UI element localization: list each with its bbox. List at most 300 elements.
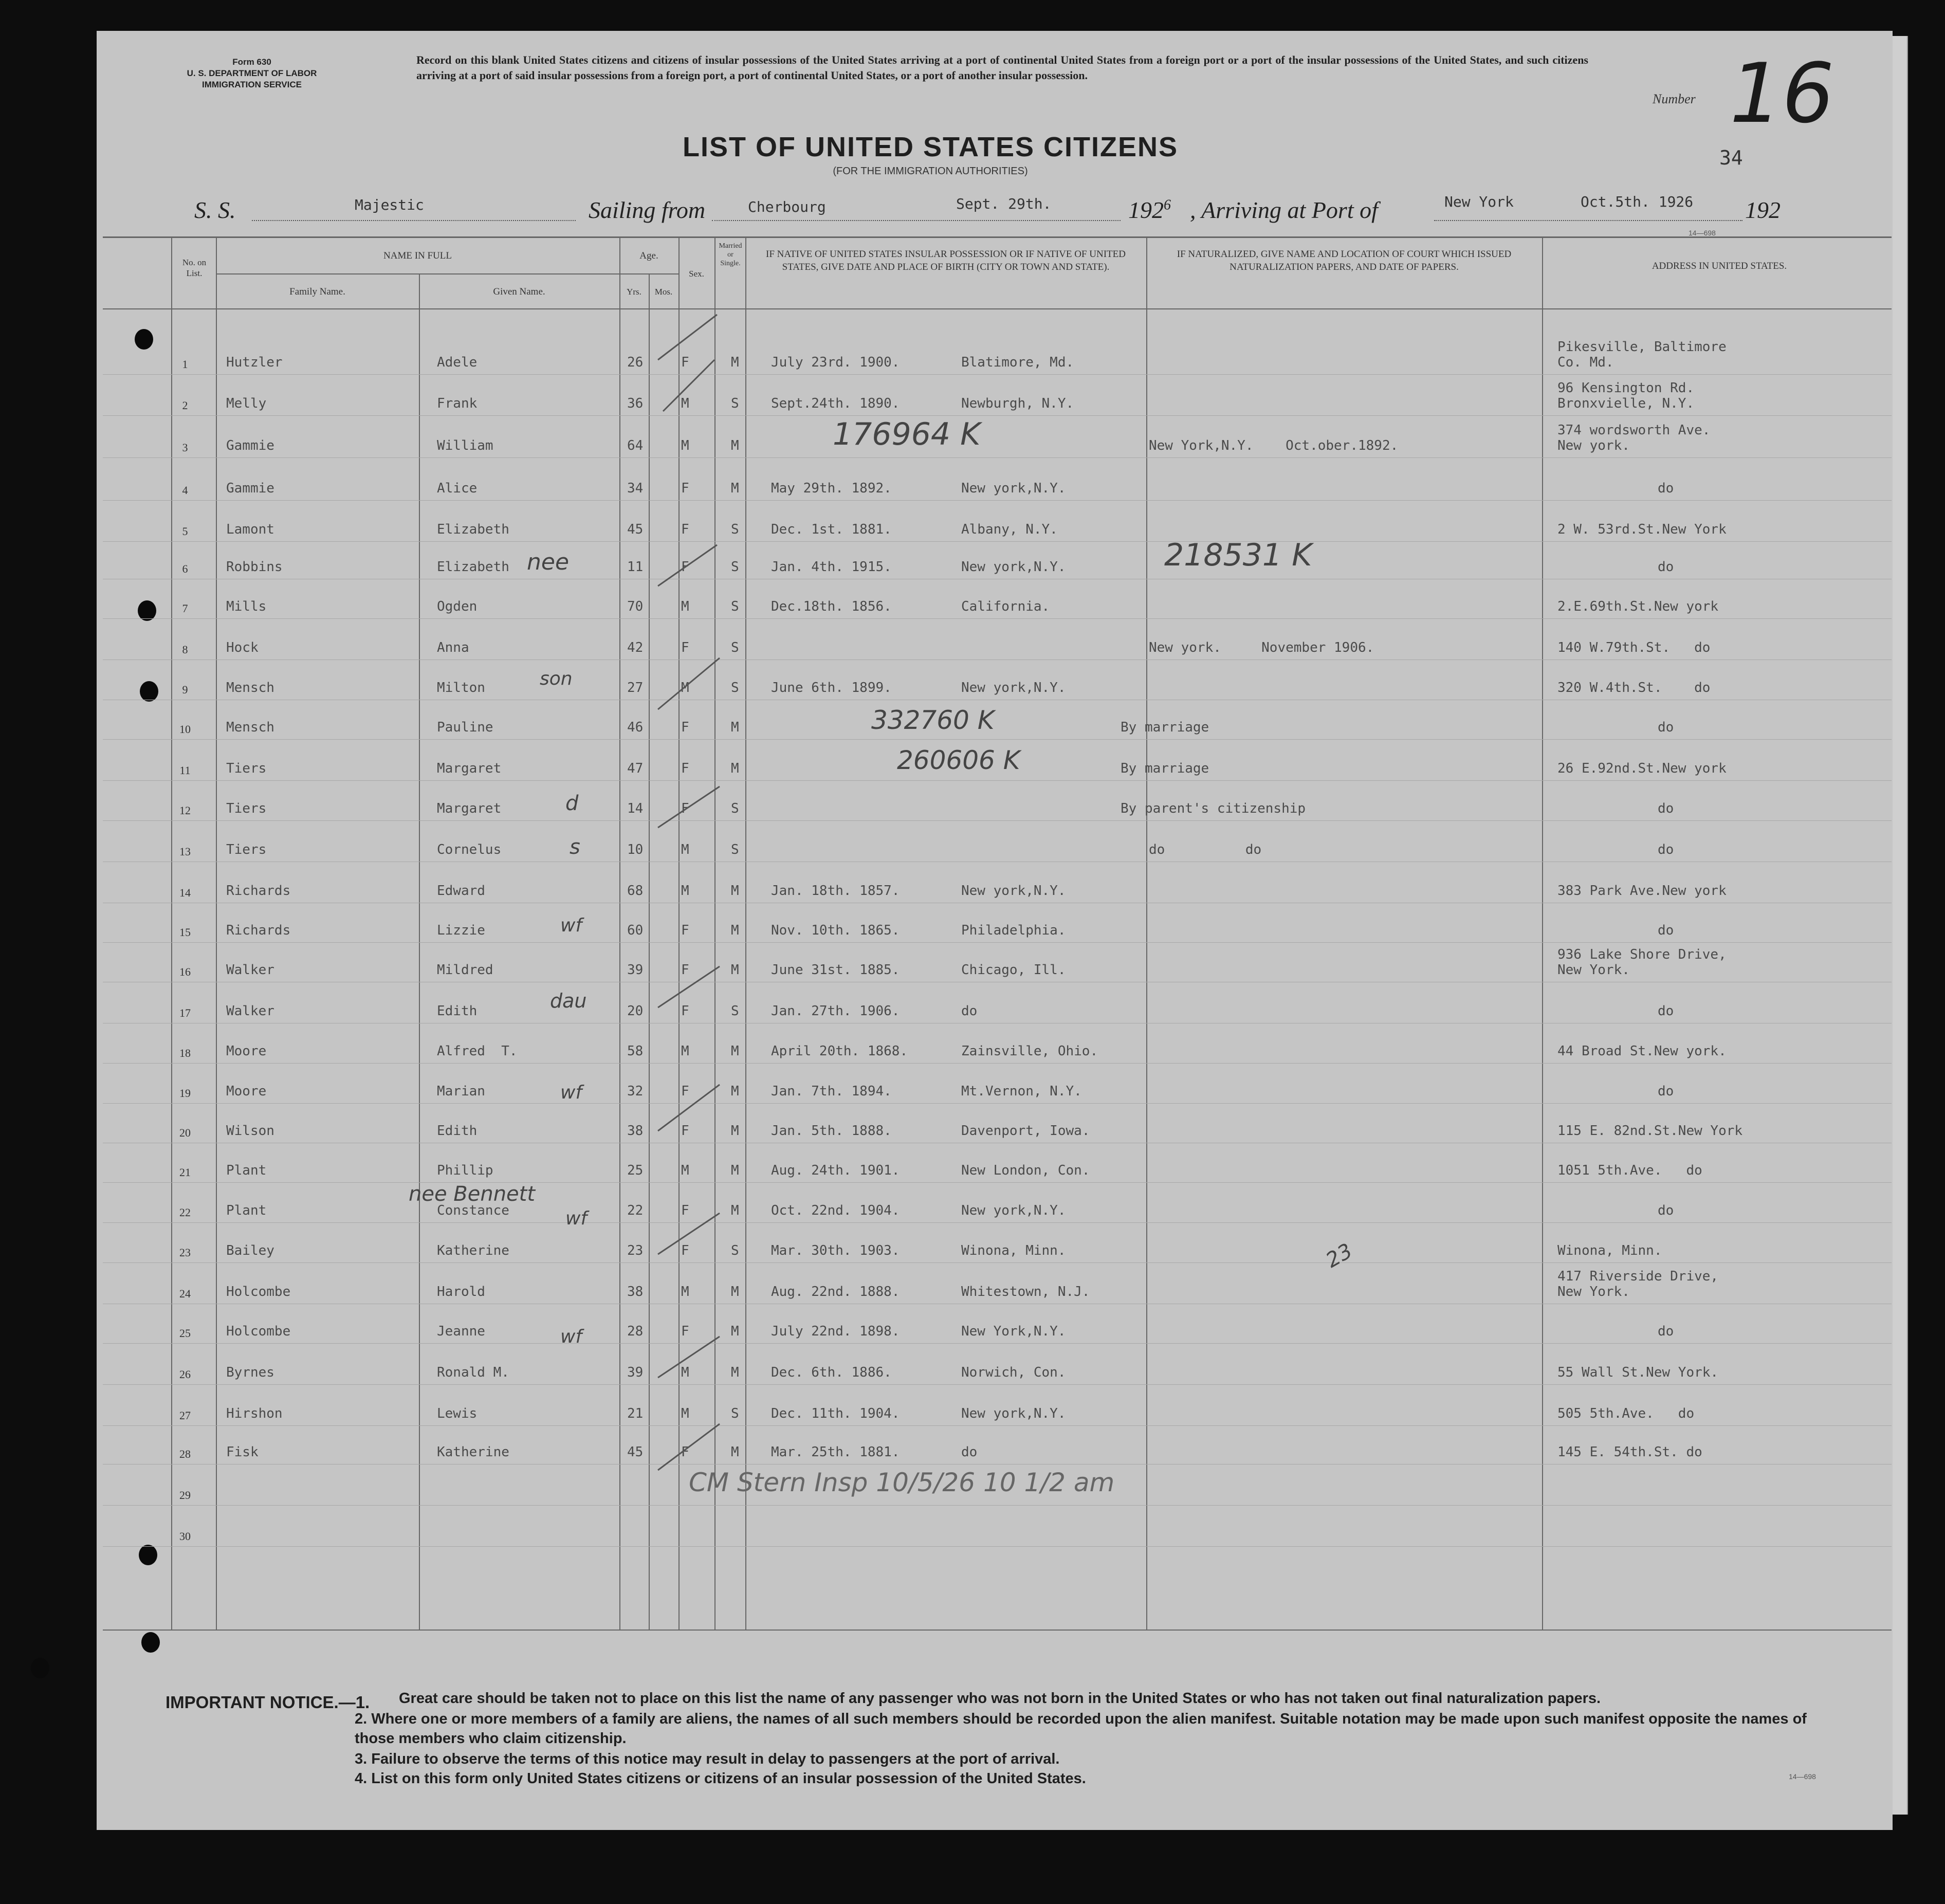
col-line: [216, 236, 217, 1631]
age: 39: [627, 962, 644, 978]
age: 64: [627, 438, 644, 453]
row-rule: [103, 374, 1892, 375]
handwritten-cert-number: 332760 K: [871, 705, 995, 735]
handwritten-note: wf: [560, 1082, 582, 1103]
family-name: Plant: [226, 1203, 267, 1218]
row-number: 16: [179, 965, 191, 978]
birth-place: New york,N.Y.: [961, 883, 1066, 899]
row-number: 10: [179, 723, 191, 736]
address-line-2: New York.: [1557, 1284, 1630, 1299]
handwritten-cert-number: 260606 K: [897, 745, 1020, 775]
family-name: Mensch: [226, 720, 274, 735]
age: 22: [627, 1203, 644, 1218]
marital-status: M: [731, 761, 739, 776]
row-number: 24: [179, 1287, 191, 1300]
naturalization: By marriage: [1121, 720, 1209, 735]
row-rule: [103, 739, 1892, 740]
row-rule: [103, 1103, 1892, 1104]
sex: F: [681, 1324, 689, 1339]
sex: F: [681, 1123, 689, 1139]
address-line-1: 2 W. 53rd.St.New York: [1557, 522, 1727, 537]
row-rule: [103, 1222, 1892, 1223]
row-number: 13: [179, 845, 191, 858]
department: U. S. DEPARTMENT OF LABOR: [187, 68, 317, 78]
record-instructions: Record on this blank United States citizens and citizens of insular possessions of the United States arriving at a port of continental United States from a foreign port or a port of the insular possessions of the United States, and such citizens arriving at a port of said insular possessions from a foreign port, a port of continental United States, or a port of another insular possession.: [416, 53, 1588, 82]
birth-place: Zainsville, Ohio.: [961, 1043, 1098, 1059]
sex: M: [681, 1284, 689, 1299]
given-name: Edith: [437, 1123, 478, 1139]
row-number: 4: [182, 484, 188, 497]
arriving-label: , Arriving at Port of: [1190, 197, 1378, 223]
given-name: Anna: [437, 640, 469, 655]
row-number: 2: [182, 399, 188, 412]
row-rule: [103, 415, 1892, 416]
row-number: 15: [179, 926, 191, 939]
birth-place: New york,N.Y.: [961, 680, 1066, 695]
address-line-1: 96 Kensington Rd.: [1557, 380, 1695, 396]
given-name: Katherine: [437, 1444, 509, 1460]
family-name: Robbins: [226, 559, 283, 575]
marital-status: S: [731, 1003, 739, 1019]
given-name: Elizabeth: [437, 522, 509, 537]
family-name: Wilson: [226, 1123, 274, 1139]
family-name: Gammie: [226, 438, 274, 453]
row-rule: [103, 1425, 1892, 1426]
inspector-signature-stamp: CM Stern Insp 10/5/26 10 1/2 am: [689, 1468, 1115, 1497]
birth-place: Newburgh, N.Y.: [961, 396, 1074, 411]
page-title: LIST OF UNITED STATES CITIZENS: [683, 132, 1178, 162]
arrival-dotline: [1434, 220, 1742, 221]
page-number: 34: [1719, 147, 1743, 169]
row-rule: [103, 500, 1892, 501]
birth-date: Jan. 5th. 1888.: [771, 1123, 892, 1139]
row-rule: [103, 618, 1892, 619]
sex: F: [681, 481, 689, 496]
birth-date: Oct. 22nd. 1904.: [771, 1203, 900, 1218]
birth-date: Nov. 10th. 1865.: [771, 923, 900, 938]
address-line-1: do: [1658, 1324, 1674, 1339]
given-name: Phillip: [437, 1163, 493, 1178]
handwritten-note: nee: [527, 549, 570, 575]
address-line-1: do: [1658, 1084, 1674, 1099]
family-name: Gammie: [226, 481, 274, 496]
marital-status: M: [731, 1203, 739, 1218]
birth-date: Aug. 22nd. 1888.: [771, 1284, 900, 1299]
birth-place: Blatimore, Md.: [961, 355, 1074, 370]
birth-date: Jan. 18th. 1857.: [771, 883, 900, 899]
sex: M: [681, 396, 689, 411]
address-line-1: 115 E. 82nd.St.New York: [1557, 1123, 1743, 1139]
address-line-1: do: [1658, 842, 1674, 857]
header-sex: Sex.: [689, 269, 704, 279]
address-line-1: 140 W.79th.St. do: [1557, 640, 1711, 655]
sex: F: [681, 355, 689, 370]
given-name: Katherine: [437, 1243, 509, 1258]
marital-status: S: [731, 680, 739, 695]
given-name: Pauline: [437, 720, 493, 735]
birth-date: Jan. 27th. 1906.: [771, 1003, 900, 1019]
row-number: 30: [179, 1530, 191, 1543]
list-number: 16: [1730, 45, 1834, 141]
age: 11: [627, 559, 644, 575]
sex: F: [681, 1203, 689, 1218]
age: 70: [627, 599, 644, 614]
sex: F: [681, 761, 689, 776]
birth-place: Davenport, Iowa.: [961, 1123, 1090, 1139]
marital-status: M: [731, 1284, 739, 1299]
header-yrs: Yrs.: [627, 287, 641, 297]
given-name: Margaret: [437, 761, 502, 776]
family-name: Holcombe: [226, 1284, 291, 1299]
marital-status: M: [731, 962, 739, 978]
row-number: 6: [182, 562, 188, 575]
given-name: Constance: [437, 1203, 509, 1218]
marital-status: M: [731, 1043, 739, 1059]
given-name: Lizzie: [437, 923, 485, 938]
col-line: [678, 236, 680, 1631]
address-line-1: do: [1658, 801, 1674, 816]
sex: F: [681, 640, 689, 655]
col-line: [649, 273, 650, 1631]
birth-place: Norwich, Con.: [961, 1365, 1066, 1380]
address-line-1: 2.E.69th.St.New york: [1557, 599, 1719, 614]
given-name: Mildred: [437, 962, 493, 978]
col-line: [171, 236, 172, 1631]
given-name: Alice: [437, 481, 478, 496]
sex: F: [681, 1444, 689, 1460]
age: 21: [627, 1406, 644, 1421]
row-rule: [103, 942, 1892, 943]
sailing-port: Cherbourg: [748, 198, 826, 215]
handwritten-note: d: [565, 792, 579, 815]
header-name-in-full: NAME IN FULL: [383, 250, 452, 261]
naturalization: By marriage: [1121, 761, 1209, 776]
age: 46: [627, 720, 644, 735]
birth-place: New york,N.Y.: [961, 481, 1066, 496]
age: 42: [627, 640, 644, 655]
birth-date: Mar. 25th. 1881.: [771, 1444, 900, 1460]
address-line-1: do: [1658, 1003, 1674, 1019]
sex: F: [681, 1084, 689, 1099]
sex: F: [681, 801, 689, 816]
address-line-1: 383 Park Ave.New york: [1557, 883, 1727, 899]
sex: M: [681, 842, 689, 857]
address-line-1: do: [1658, 481, 1674, 496]
age: 28: [627, 1324, 644, 1339]
family-name: Walker: [226, 962, 274, 978]
sailing-dotline: [712, 220, 1121, 221]
family-name: Richards: [226, 883, 291, 899]
marital-status: M: [731, 1444, 739, 1460]
age: 20: [627, 1003, 644, 1019]
given-name: Edith: [437, 1003, 478, 1019]
row-number: 21: [179, 1166, 191, 1179]
header-mos: Mos.: [654, 287, 673, 297]
header-native: IF NATIVE OF UNITED STATES INSULAR POSSESSION OR IF NATIVE OF UNITED STATES, GIVE DATE AND PLACE OF BIRTH (CITY OR TOWN AND STATE).: [766, 249, 1126, 272]
address-line-2: New york.: [1557, 438, 1630, 453]
marital-status: M: [731, 923, 739, 938]
notice-heading: IMPORTANT NOTICE.—1.: [166, 1693, 370, 1712]
col-line: [1146, 236, 1147, 1631]
birth-place: Mt.Vernon, N.Y.: [961, 1084, 1082, 1099]
family-name: Mensch: [226, 680, 274, 695]
address-line-2: New York.: [1557, 962, 1630, 978]
marital-status: S: [731, 599, 739, 614]
marital-status: M: [731, 720, 739, 735]
birth-place: New york,N.Y.: [961, 1406, 1066, 1421]
family-name: Plant: [226, 1163, 267, 1178]
print-code: 14—698: [1689, 229, 1716, 237]
row-number: 12: [179, 804, 191, 817]
row-number: 22: [179, 1206, 191, 1219]
col-line: [419, 273, 420, 1631]
row-number: 19: [179, 1087, 191, 1100]
family-name: Byrnes: [226, 1365, 274, 1380]
row-rule: [103, 1546, 1892, 1547]
header-married: Married or Single.: [719, 242, 742, 267]
marital-status: S: [731, 640, 739, 655]
naturalization: By parent's citizenship: [1121, 801, 1306, 816]
family-name: Lamont: [226, 522, 274, 537]
row-rule: [103, 541, 1892, 542]
header-naturalized: IF NATURALIZED, GIVE NAME AND LOCATION OF COURT WHICH ISSUED NATURALIZATION PAPERS, AND DATE OF PAPERS.: [1177, 249, 1512, 272]
given-name: Harold: [437, 1284, 485, 1299]
family-name: Hutzler: [226, 355, 283, 370]
handwritten-note: 23: [1322, 1239, 1356, 1273]
birth-date: May 29th. 1892.: [771, 481, 892, 496]
sex: M: [681, 680, 689, 695]
sex: M: [681, 1365, 689, 1380]
birth-date: Mar. 30th. 1903.: [771, 1243, 900, 1258]
marital-status: M: [731, 883, 739, 899]
page-subtitle: (FOR THE IMMIGRATION AUTHORITIES): [833, 166, 1028, 177]
address-line-1: 417 Riverside Drive,: [1557, 1269, 1719, 1284]
sex: F: [681, 522, 689, 537]
form-identifier: [149, 57, 355, 90]
family-name: Moore: [226, 1043, 267, 1059]
year-1-suffix: 6: [1164, 197, 1171, 213]
marital-status: M: [731, 355, 739, 370]
family-name: Bailey: [226, 1243, 274, 1258]
address-line-2: Co. Md.: [1557, 355, 1614, 370]
age: 27: [627, 680, 644, 695]
birth-place: Whitestown, N.J.: [961, 1284, 1090, 1299]
row-number: 7: [182, 602, 188, 615]
service: IMMIGRATION SERVICE: [202, 80, 302, 89]
age: 10: [627, 842, 644, 857]
birth-date: Dec. 6th. 1886.: [771, 1365, 892, 1380]
header-bottom-line: [103, 308, 1892, 309]
col-line: [745, 236, 746, 1631]
marital-status: M: [731, 1324, 739, 1339]
sex: M: [681, 599, 689, 614]
row-number: 17: [179, 1006, 191, 1019]
name-subheader-line: [216, 273, 678, 274]
marital-status: S: [731, 396, 739, 411]
birth-place: New york,N.Y.: [961, 1203, 1066, 1218]
handwritten-note: nee Bennett: [409, 1182, 536, 1206]
given-name: Margaret: [437, 801, 502, 816]
row-number: 20: [179, 1126, 191, 1139]
given-name: Milton: [437, 680, 485, 695]
birth-date: Jan. 7th. 1894.: [771, 1084, 892, 1099]
marital-status: M: [731, 1163, 739, 1178]
family-name: Mills: [226, 599, 267, 614]
marital-status: S: [731, 842, 739, 857]
col-line: [619, 236, 620, 1631]
ss-label: S. S.: [194, 197, 236, 223]
sex: M: [681, 438, 689, 453]
sex: M: [681, 1406, 689, 1421]
notice-item-3: 3. Failure to observe the terms of this notice may result in delay to passengers at the port of arrival.: [355, 1751, 1060, 1767]
notice-item-4: 4. List on this form only United States citizens or citizens of an insular possession of the United States.: [355, 1770, 1086, 1787]
marital-status: S: [731, 1243, 739, 1258]
address-line-1: Pikesville, Baltimore: [1557, 339, 1727, 355]
address-line-1: 936 Lake Shore Drive,: [1557, 947, 1727, 962]
sex: F: [681, 1243, 689, 1258]
marital-status: M: [731, 438, 739, 453]
year-2: 192: [1745, 197, 1781, 223]
naturalization: do do: [1149, 842, 1262, 857]
form-number: Form 630: [232, 57, 271, 67]
birth-place: New London, Con.: [961, 1163, 1090, 1178]
address-line-1: do: [1658, 923, 1674, 938]
handwritten-cert-number: 218531 K: [1164, 537, 1312, 573]
family-name: Fisk: [226, 1444, 259, 1460]
birth-date: April 20th. 1868.: [771, 1043, 908, 1059]
family-name: Melly: [226, 396, 267, 411]
row-rule: [103, 1343, 1892, 1344]
header-address: ADDRESS IN UNITED STATES.: [1652, 261, 1787, 271]
row-rule: [103, 780, 1892, 781]
age: 34: [627, 481, 644, 496]
address-line-1: Winona, Minn.: [1557, 1243, 1662, 1258]
ship-dotline: [252, 220, 576, 221]
handwritten-note: son: [540, 668, 573, 689]
row-rule: [103, 1063, 1892, 1064]
birth-place: New york,N.Y.: [961, 559, 1066, 575]
age: 14: [627, 801, 644, 816]
address-line-1: 44 Broad St.New york.: [1557, 1043, 1727, 1059]
handwritten-note: wf: [560, 915, 582, 936]
marital-status: M: [731, 1123, 739, 1139]
row-rule: [103, 457, 1892, 458]
birth-date: Jan. 4th. 1915.: [771, 559, 892, 575]
header-given: Given Name.: [493, 286, 545, 297]
table-bottom-line: [103, 1630, 1892, 1631]
sex: M: [681, 1043, 689, 1059]
row-number: 27: [179, 1409, 191, 1422]
given-name: Alfred T.: [437, 1043, 518, 1059]
age: 23: [627, 1243, 644, 1258]
address-line-1: 320 W.4th.St. do: [1557, 680, 1711, 695]
age: 45: [627, 1444, 644, 1460]
age: 26: [627, 355, 644, 370]
arrival-date: Oct.5th. 1926: [1581, 193, 1694, 210]
family-name: Hirshon: [226, 1406, 283, 1421]
birth-date: Aug. 24th. 1901.: [771, 1163, 900, 1178]
number-label: Number: [1653, 91, 1696, 106]
handwritten-note: wf: [565, 1208, 588, 1229]
address-line-1: do: [1658, 1203, 1674, 1218]
given-name: Cornelus: [437, 842, 502, 857]
notice-item-1: Great care should be taken not to place on this list the name of any passenger who was not born in the United States or who has not taken out final naturalization papers.: [399, 1690, 1601, 1707]
sex: F: [681, 923, 689, 938]
sex: F: [681, 1003, 689, 1019]
given-name: Adele: [437, 355, 478, 370]
birth-date: June 31st. 1885.: [771, 962, 900, 978]
family-name: Tiers: [226, 801, 267, 816]
marital-status: M: [731, 1365, 739, 1380]
col-line: [1542, 236, 1543, 1631]
sailing-date: Sept. 29th.: [956, 195, 1052, 212]
notice-item-2: 2. Where one or more members of a family are aliens, the names of all such members should be recorded upon the alien manifest. Suitable notation may be made upon such manifest opposite the names of those members who claim citizenship.: [355, 1711, 1807, 1747]
row-number: 1: [182, 358, 188, 371]
birth-date: Dec.18th. 1856.: [771, 599, 892, 614]
address-line-1: do: [1658, 559, 1674, 575]
marital-status: S: [731, 801, 739, 816]
ship-name: Majestic: [355, 196, 424, 213]
birth-place: Chicago, Ill.: [961, 962, 1066, 978]
row-rule: [103, 1182, 1892, 1183]
given-name: Ronald M.: [437, 1365, 509, 1380]
address-line-1: 505 5th.Ave. do: [1557, 1406, 1695, 1421]
sex: M: [681, 883, 689, 899]
age: 32: [627, 1084, 644, 1099]
given-name: Ogden: [437, 599, 478, 614]
sex: F: [681, 559, 689, 575]
age: 45: [627, 522, 644, 537]
header-family: Family Name.: [289, 286, 345, 297]
sex: F: [681, 720, 689, 735]
birth-date: July 22nd. 1898.: [771, 1324, 900, 1339]
handwritten-note: s: [570, 835, 580, 859]
row-number: 3: [182, 441, 188, 454]
given-name: Jeanne: [437, 1324, 485, 1339]
birth-date: June 6th. 1899.: [771, 680, 892, 695]
row-number: 28: [179, 1448, 191, 1460]
sailing-label: Sailing from: [589, 197, 706, 223]
row-number: 18: [179, 1047, 191, 1059]
row-number: 11: [179, 764, 191, 777]
header-no: No. on List.: [182, 258, 207, 278]
row-number: 23: [179, 1246, 191, 1259]
row-number: 29: [179, 1489, 191, 1502]
birth-date: July 23rd. 1900.: [771, 355, 900, 370]
birth-place: do: [961, 1444, 978, 1460]
age: 39: [627, 1365, 644, 1380]
sex: F: [681, 962, 689, 978]
birth-place: do: [961, 1003, 978, 1019]
family-name: Holcombe: [226, 1324, 291, 1339]
given-name: Elizabeth: [437, 559, 509, 575]
naturalization: New York,N.Y. Oct.ober.1892.: [1149, 438, 1399, 453]
age: 38: [627, 1284, 644, 1299]
row-number: 5: [182, 525, 188, 538]
address-line-1: 1051 5th.Ave. do: [1557, 1163, 1702, 1178]
age: 68: [627, 883, 644, 899]
handwritten-cert-number: 176964 K: [833, 416, 981, 452]
year-1: [1128, 196, 1171, 224]
row-rule: [103, 1262, 1892, 1263]
age: 58: [627, 1043, 644, 1059]
given-name: Marian: [437, 1084, 485, 1099]
naturalization: New york. November 1906.: [1149, 640, 1374, 655]
marital-status: M: [731, 481, 739, 496]
birth-place: Winona, Minn.: [961, 1243, 1066, 1258]
marital-status: M: [731, 1084, 739, 1099]
row-rule: [103, 1384, 1892, 1385]
